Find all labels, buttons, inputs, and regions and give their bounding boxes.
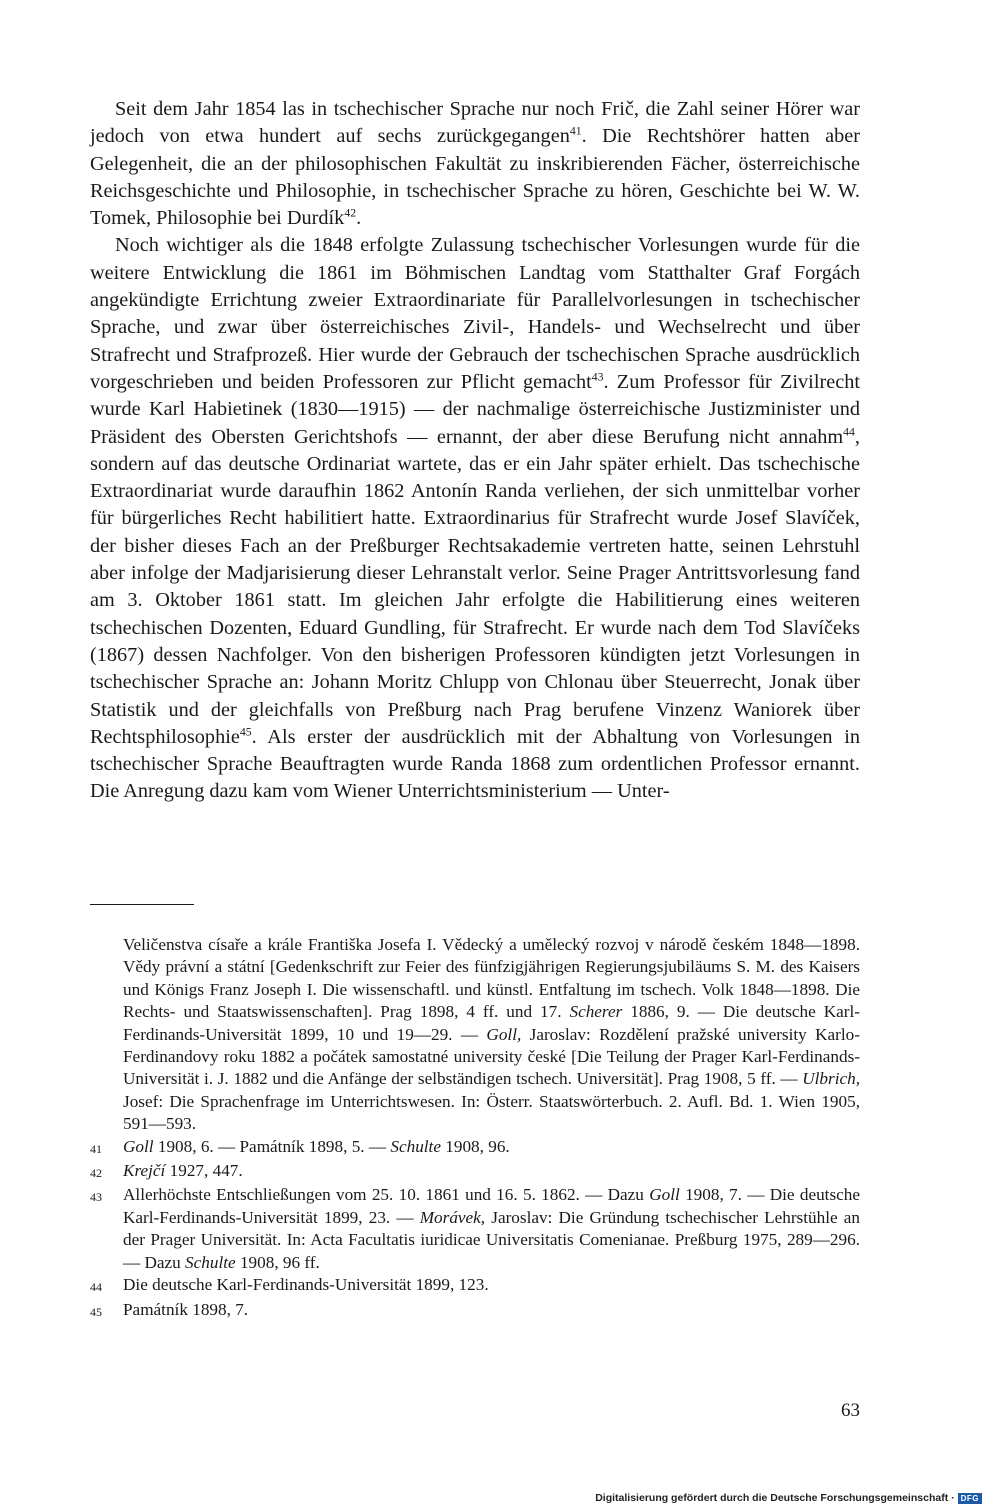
footnote-segment: 1908, 7. — Die deutsche Karl-Ferdinands-Universität 1899, 23. — <box>123 1185 860 1227</box>
footnote <box>90 1274 860 1298</box>
footnote-text <box>123 934 860 1136</box>
footnote-number: 41 <box>90 1141 102 1156</box>
footnote-number: 43 <box>90 1190 102 1205</box>
footnote-segment: Josef: Die Sprachenfrage im Unterrichtswesen. In: Österr. Staatswörterbuch. 2. Aufl. Bd. 1. Wien 1905, 591—593. <box>123 1091 860 1134</box>
text-segment: . Die Rechtshörer hatten aber Gelegenheit, die an der philosophischen Fakultät zu inskribierenden Fächer, österreichische Reichsgeschichte und Philosophie, in tschechischer Sprache zu hören, Geschichte bei W. W. Tomek, Philosophie bei Durdík <box>90 125 861 230</box>
author-name: Goll <box>123 1136 154 1156</box>
text-segment: . Als erster der ausdrücklich mit der Abhaltung von Vorlesungen in tschechischer Sprache Beauftragten wurde Randa 1868 zum ordentlichen Professor ernannt. Die Anregung dazu kam vom Wiener Unterrichtsministerium — Unter- <box>90 725 860 803</box>
main-text <box>90 96 860 806</box>
author-name: Goll, <box>486 1024 522 1044</box>
footnote <box>90 1184 860 1274</box>
text-segment: . <box>356 207 362 230</box>
footnote-text <box>123 1299 860 1321</box>
text-segment: . Zum Professor für Zivilrecht wurde Karl Habietinek (1830—1915) — der nachmalige österreichische Justizminister und Präsident des Obersten Gerichtshofs — ernannt, der aber diese Berufung nicht annahm <box>90 370 860 448</box>
footnote-text <box>123 1136 860 1158</box>
author-name: Scherer <box>569 1002 623 1022</box>
text-segment: Noch wichtiger als die 1848 erfolgte Zulassung tschechischer Vorlesungen wurde für die weitere Entwicklung die 1861 im Böhmischen Landtag vom Statthalter Graf Forgách angekündigte Errichtung zweier Extraordinariate für Parallelvorlesungen in tschechischer Sprache, und zwar über österreichisches Zivil-, Handels- und Wechselrecht und über Strafrecht und Strafprozeß. Hier wurde der Gebrauch der tschechischen Sprache ausdrücklich vorgeschrieben und beiden Professoren zur Pflicht gemacht <box>90 234 860 393</box>
footnote-segment: Jaroslav: Rozdělení pražské university Karlo-Ferdinandovy roku 1882 a počátek samostatné university české [Die Teilung der Prager Karl-Ferdinands-Universität i. J. 1882 und die Anfänge der selbständigen tschech. Universität]. Prag 1908, 5 ff. — <box>123 1024 860 1089</box>
footnote-separator <box>90 904 194 905</box>
page-number: 63 <box>841 1400 860 1421</box>
footnote-reference: 42 <box>344 206 357 220</box>
body-paragraph <box>90 96 860 232</box>
footnote-segment: 1908, 6. — Památník 1898, 5. — <box>153 1136 391 1156</box>
footnote-text <box>123 1274 860 1296</box>
footnote <box>90 1160 860 1184</box>
footnote-reference: 41 <box>569 125 582 138</box>
footnote-segment: 1927, 447. <box>165 1161 243 1181</box>
author-name: Schulte <box>185 1252 236 1272</box>
digitization-credit <box>595 1492 982 1504</box>
author-name: Morávek, <box>419 1207 486 1227</box>
footnote <box>90 1299 860 1323</box>
footnote-reference: 43 <box>591 370 604 384</box>
footnote <box>90 934 860 1136</box>
footnotes-section <box>90 934 860 1323</box>
footnote-segment: 1886, 9. — Die deutsche Karl-Ferdinands-Universität 1899, 10 und 19—29. — <box>123 1002 860 1044</box>
footnote-segment: Památník 1898, 7. <box>123 1299 249 1319</box>
text-segment: Seit dem Jahr 1854 las in tschechischer Sprache nur noch Frič, die Zahl seiner Hörer war jedoch von etwa hundert auf sechs zurückgegangen <box>90 98 860 148</box>
footnote-segment: 1908, 96. <box>440 1136 510 1156</box>
footnote-number: 45 <box>90 1304 102 1319</box>
footnote-text <box>123 1184 860 1274</box>
footnote-segment: Allerhöchste Entschließungen vom 25. 10. 1861 und 16. 5. 1862. — Dazu <box>123 1185 650 1205</box>
footnote <box>90 1136 860 1160</box>
body-paragraph <box>90 232 860 805</box>
footnote-segment: Jaroslav: Die Gründung tschechischer Lehrstühle an der Prager Universität. In: Acta Facultatis iuridicae Universitatis Comenianae. Preßburg 1975, 289—296. — Dazu <box>123 1207 860 1272</box>
footnote-reference: 45 <box>239 725 252 739</box>
author-name: Ulbrich, <box>802 1069 860 1089</box>
author-name: Krejčí <box>123 1161 166 1181</box>
author-name: Goll <box>649 1185 680 1205</box>
footnote-number <box>90 934 123 936</box>
footnote-segment: 1908, 96 ff. <box>235 1252 320 1272</box>
footnote-number: 44 <box>90 1280 102 1295</box>
credit-text: Digitalisierung gefördert durch die Deutsche Forschungsgemeinschaft · <box>595 1492 955 1504</box>
footnote-text <box>123 1160 860 1182</box>
footnote-reference: 44 <box>843 425 855 439</box>
text-segment: , sondern auf das deutsche Ordinariat wartete, das er ein Jahr später erhielt. Das tschechische Extraordinariat wurde daraufhin 1862 Antonín Randa verliehen, der sich unmittelbar vorher für bürgerliches Recht habilitiert hatte. Extraordinarius für Strafrecht wurde Josef Slavíček, der bisher dieses Fach an der Preßburger Rechtsakademie vertreten hatte, seinen Lehrstuhl aber infolge der Madjarisierung dieser Lehranstalt verlor. Seine Prager Antrittsvorlesung fand am 3. Oktober 1861 statt. Im gleichen Jahr erfolgte die Habilitierung eines weiteren tschechischen Dozenten, Eduard Gundling, für Strafrecht. Er wurde nach dem Tod Slavíčeks (1867) dessen Nachfolger. Von den bisherigen Professoren kündigten jetzt Vorlesungen in tschechischer Sprache an: Johann Moritz Chlupp von Chlonau über Steuerrecht, Jonak über Statistik und der gleichfalls von Preßburg nach Prag berufene Vinzenz Waniorek über Rechtsphilosophie <box>90 425 860 748</box>
dfg-logo: DFG <box>958 1493 982 1504</box>
footnote-segment: Veličenstva císaře a krále Františka Josefa I. Vědecký a umělecký rozvoj v národě českém 1848—1898. Vědy právní a státní [Gedenkschrift zur Feier des fünfzigjährigen Regierungsjubiläums S. M. des Kaisers und Königs Franz Joseph I. Die wissenschaftl. und künstl. Entfaltung im tschech. Volk 1848—1898. Die Rechts- und Staatswissenschaften]. Prag 1898, 4 ff. und 17. <box>123 935 860 1022</box>
author-name: Schulte <box>390 1136 441 1156</box>
footnote-segment: Die deutsche Karl-Ferdinands-Universität 1899, 123. <box>123 1275 489 1295</box>
footnote-number: 42 <box>90 1166 102 1181</box>
